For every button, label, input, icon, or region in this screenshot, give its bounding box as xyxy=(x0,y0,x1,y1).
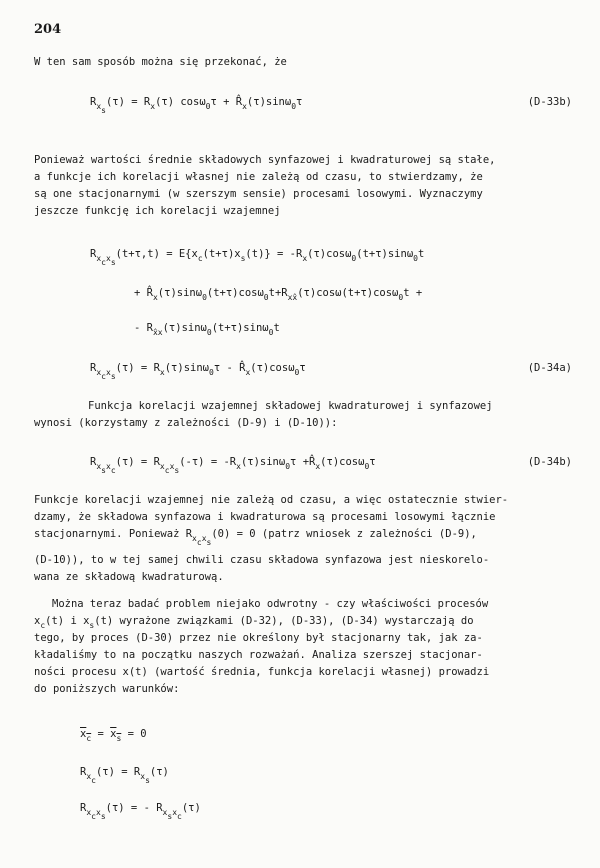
paragraph-line: a funkcje ich korelacji własnej nie zależą od czasu, to stwierdzamy, że xyxy=(34,171,483,183)
paragraph-line: ności procesu x(t) (wartość średnia, funkcja korelacji własnej) prowadzi xyxy=(34,666,490,678)
paragraph-line: Można teraz badać problem niejako odwrotny - czy właściwości procesów xyxy=(52,598,489,610)
paragraph-line: tego, by proces (D-30) przez nie określony był stacjonarny tak, jak za- xyxy=(34,632,483,644)
condition-autocorrelation: $R_{x_c}(\tau) = R_{x_s}(\tau)$ xyxy=(80,766,169,785)
equation-d34b: $R_{x_sx_c}(\tau) = R_{x_cx_s}(-\tau) = -R_x(\tau)\sin\omega_0\tau$ $+R̂_x(\tau)\cos\omega_0\tau$ xyxy=(90,456,376,475)
equation-label-d33b: (D-33b) xyxy=(527,96,572,108)
intro-line: W ten sam sposób można się przekonać, że xyxy=(34,56,287,68)
paragraph-line: wynosi (korzystamy z zależności (D-9) i (D-10)): xyxy=(34,417,338,429)
condition-mean: $x_c = x_s = 0$ xyxy=(80,728,147,743)
paragraph-line: stacjonarnymi. Ponieważ $R_{x_cx_s}(0) = 0$ (patrz wniosek z zależności (D-9), xyxy=(34,528,477,547)
paragraph-line: $x_c(t)$ i $x_s(t)$ wyrażone związkami (D-32), (D-33), (D-34) wystarczają do xyxy=(34,615,474,630)
paragraph-line: Funkcje korelacji wzajemnej nie zależą od czasu, a więc ostatecznie stwier- xyxy=(34,494,509,506)
equation-d34a: $R_{x_cx_s}(\tau) = R_x(\tau)\sin\omega_0\tau$ - $R̂_x(\tau)\cos\omega_0\tau$ xyxy=(90,362,306,381)
paragraph-line: dzamy, że składowa synfazowa i kwadraturowa są procesami losowymi łącznie xyxy=(34,511,496,523)
paragraph-line: Funkcja korelacji wzajemnej składowej kwadraturowej i synfazowej xyxy=(88,400,493,412)
paragraph-line: kładaliśmy to na początku naszych rozważań. Analiza szerszej stacjonar- xyxy=(34,649,483,661)
paragraph-line: Ponieważ wartości średnie składowych synfazowej i kwadraturowej są stałe, xyxy=(34,154,496,166)
paragraph-line: jeszcze funkcję ich korelacji wzajemnej xyxy=(34,205,281,217)
page-number: 204 xyxy=(34,22,62,37)
paragraph-line: do poniższych warunków: xyxy=(34,683,180,695)
equation-cross-correlation-1: $R_{x_cx_s}(t+\tau,t) = E\{x_c(t+\tau)x_s(t)\} = -R_x(\tau)\cos\omega_0(t+\tau)\sin\omega_0t$ xyxy=(90,248,425,267)
paragraph-line: wana ze składową kwadraturową. xyxy=(34,571,224,583)
paragraph-line: (D-10)), to w tej samej chwili czasu składowa synfazowa jest nieskorelo- xyxy=(34,554,490,566)
equation-cross-correlation-2: + $R̂_x(\tau)\sin\omega_0(t+\tau)\cos\omega_0t+R_{xx̂}(\tau)\cos\omega(t+\tau)\cos\omega_0t$ + xyxy=(134,287,423,302)
equation-cross-correlation-3: - $R_{x̂x}(\tau)\sin\omega_0(t+\tau)\sin\omega_0t$ xyxy=(134,322,280,337)
condition-cross-correlation: $R_{x_cx_s}(\tau)$ = - $R_{x_sx_c}(\tau)$ xyxy=(80,802,201,821)
equation-label-d34a: (D-34a) xyxy=(527,362,572,374)
equation-d33b: $R_{x_s}(\tau) = R_x(\tau) \cos\omega_0\tau$ + $R̂_x(\tau)\sin\omega_0\tau$ xyxy=(90,96,303,115)
paragraph-line: są one stacjonarnymi (w szerszym sensie) procesami losowymi. Wyznaczymy xyxy=(34,188,483,200)
equation-label-d34b: (D-34b) xyxy=(527,456,572,468)
